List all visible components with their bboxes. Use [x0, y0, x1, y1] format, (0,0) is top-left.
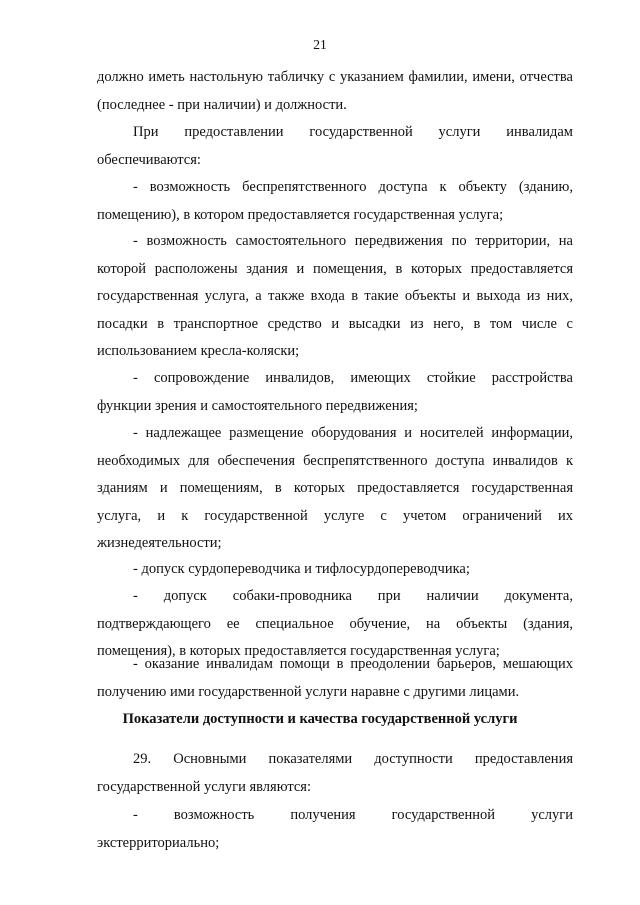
text-line: которой расположены здания и помещения, в которых предоставляется: [97, 260, 573, 277]
text-line: помещения), в которых предоставляется государственная услуга;: [97, 643, 500, 659]
list-item-equipment-placement: [97, 420, 573, 558]
text-line: - оказание инвалидам помощи в преодолении барьеров, мешающих: [133, 656, 573, 672]
text-line: - возможность беспрепятственного доступа к объекту (зданию,: [133, 179, 573, 195]
text-line: - возможность получения государственной услуги: [133, 807, 573, 823]
text-line: должно иметь настольную табличку с указанием фамилии, имени, отчества: [97, 69, 573, 85]
text-line: государственной услуги являются:: [97, 778, 311, 795]
text-line: (последнее - при наличии) и должности.: [97, 96, 347, 113]
text-line: зданиям и помещениям, в которых предоставляется государственная: [97, 480, 573, 496]
page-number: 21: [313, 37, 327, 52]
text-line: - надлежащее размещение оборудования и носителей информации,: [133, 425, 573, 441]
text-line: помещению), в котором предоставляется государственная услуга;: [97, 206, 504, 223]
text-line: использованием кресла-коляски;: [97, 343, 300, 359]
list-item-barrier-assistance: [97, 651, 573, 706]
text-line: посадки в транспортное средство и высадки из него, в том числе с: [97, 315, 573, 332]
list-item-sign-interpreter: [97, 556, 573, 584]
text-line: - допуск сурдопереводчика и тифлосурдопереводчика;: [133, 561, 470, 577]
text-line: экстерриториально;: [97, 834, 220, 851]
text-line: услуга, и к государственной услуге с учетом ограничений их: [97, 507, 573, 524]
text-line: обеспечиваются:: [97, 151, 201, 168]
text-line: функции зрения и самостоятельного передвижения;: [97, 397, 418, 414]
paragraph-disabled-access: [97, 119, 573, 174]
list-item-escort: [97, 365, 573, 420]
text-line: подтверждающего ее специальное обучение, на объекты (здания,: [97, 615, 573, 632]
list-item-independent-movement: [97, 228, 573, 366]
text-line: - возможность самостоятельного передвижения по территории, на: [133, 233, 573, 249]
text-line: - допуск собаки-проводника при наличии документа,: [133, 588, 573, 604]
text-line: При предоставлении государственной услуги инвалидам: [133, 124, 573, 140]
text-line: необходимых для обеспечения беспрепятственного доступа инвалидов к: [97, 452, 573, 469]
list-item-unobstructed-access: [97, 174, 573, 229]
list-item-extraterritorial: [97, 802, 573, 857]
text-line: государственная услуга, а также входа в такие объекты и выхода из них,: [97, 288, 573, 304]
paragraph-section-29: [97, 746, 573, 801]
paragraph-table-sign: [97, 64, 573, 119]
section-heading: Показатели доступности и качества государственной услуги: [122, 711, 518, 727]
text-line: получению ими государственной услуги наравне с другими лицами.: [97, 683, 520, 700]
text-line: 29. Основными показателями доступности предоставления: [133, 751, 573, 767]
text-line: жизнедеятельности;: [97, 535, 222, 551]
text-line: - сопровождение инвалидов, имеющих стойкие расстройства: [133, 370, 573, 386]
